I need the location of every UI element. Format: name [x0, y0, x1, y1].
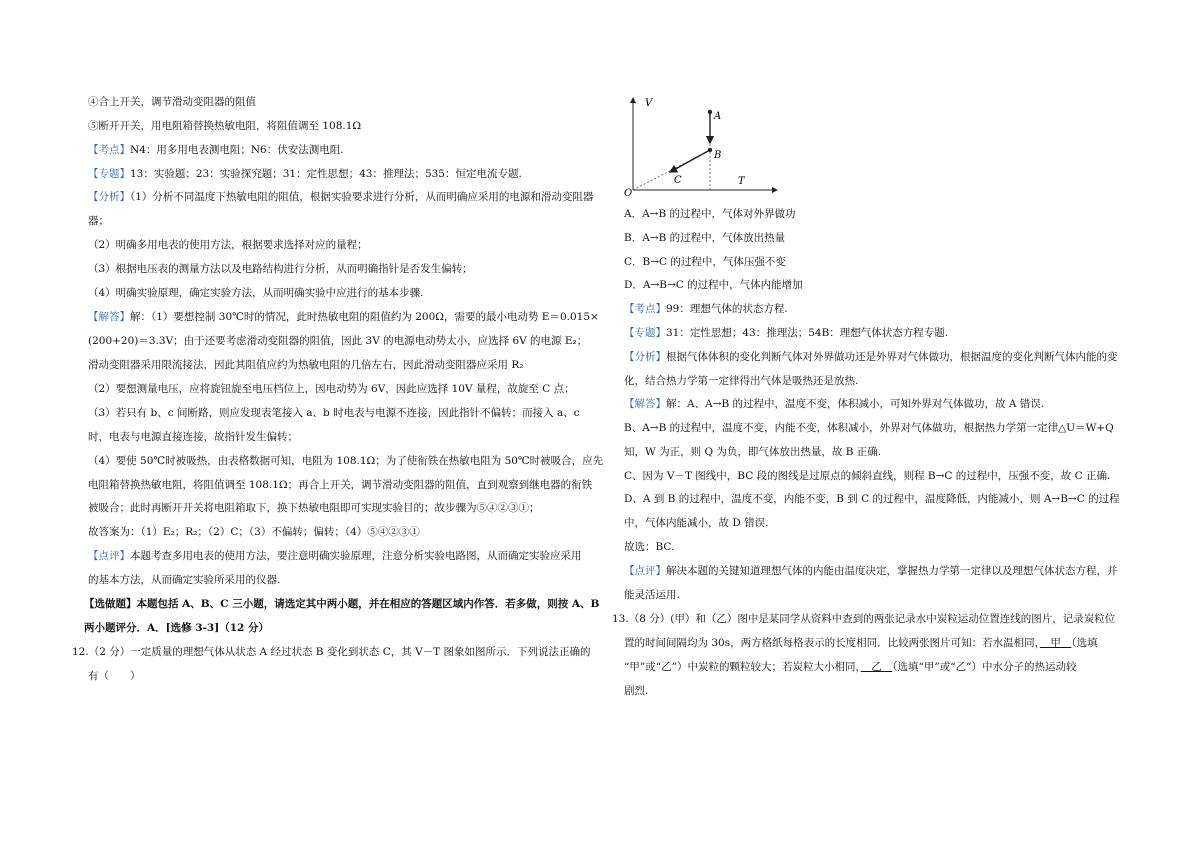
answer-blank-2: 乙 [860, 661, 893, 673]
fenxi-3: （3）根据电压表的测量方法以及电路结构进行分析，从而明确指针是否发生偏转； [88, 263, 473, 275]
q13-text-3b: （选填“甲”或“乙”）中水分子的热运动较 [892, 661, 1077, 673]
kaodian-tag: 【考点】 [88, 144, 130, 156]
answer-blank-1: 甲 [1039, 637, 1072, 649]
q13-text-2a: 置的时间间隔均为 30s，两方格纸每格表示的长度相同．比较两张图片可知：若水温相同， [624, 637, 1040, 649]
r-jieda-line-1 [624, 397, 1044, 411]
jieda-line-1 [88, 310, 599, 324]
kaodian-text: N4：用多用电表测电阻；N6：伏安法测电阻. [130, 144, 344, 156]
r-dianping-text-1: 解决本题的关键知道理想气体的内能由温度决定，掌握热力学第一定律以及理想气体状态方程，并 [666, 565, 1118, 577]
r-kaodian-tag: 【考点】 [624, 303, 666, 315]
r-jieda-2: B、A→B 的过程中，温度不变，内能不变，体积减小，外界对气体做功，根据热力学第一定律△U＝W+Q [624, 422, 1114, 434]
jieda-tag: 【解答】 [88, 311, 130, 323]
r-jieda-text-1: 解：A、A→B 的过程中，温度不变，体积减小，可知外界对气体做功，故 A 错误. [666, 398, 1045, 410]
dianping-line-2: 的基本方法，从而确定实验所采用的仪器. [88, 574, 281, 586]
point-a [708, 110, 712, 114]
dianping-text-1: 本题考查多用电表的使用方法，要注意明确实验原理，注意分析实验电路图，从而确定实验应采用 [130, 550, 582, 562]
jieda-8: 电阻箱替换热敏电阻，将阻值调至 108.1Ω；再合上开关，调节滑动变阻器的阻值，直到观察到继电器的衔铁 [88, 479, 593, 491]
segment-b-to-c [670, 150, 710, 172]
jieda-7: （4）要使 50℃时被吸热，由表格数据可知，电阻为 108.1Ω；为了使衔铁在热敏电阻为 50℃时被吸合，应先 [88, 455, 604, 467]
r-jieda-3: 知，W 为正，则 Q 为负，即气体放出热量，故 B 正确. [624, 446, 882, 458]
option-c: C．B→C 的过程中，气体压强不变 [624, 256, 786, 268]
xuanzuo-line-1: 【选做题】本题包括 A、B、C 三小题，请选定其中两小题，并在相应的答题区域内作答．若多做，则按 A、B [84, 598, 600, 610]
question-13-line-4: 剧烈. [624, 685, 649, 697]
r-dianping-tag: 【点评】 [624, 565, 666, 577]
zhuanti-text: 13：实验题；23：实验探究题；31：定性思想；43：推理法；535：恒定电流专题. [130, 168, 522, 180]
point-b-label: B [714, 150, 722, 161]
vt-graph [612, 92, 782, 200]
question-13-line-1: 13.（8 分）(甲）和（乙）图中是某同学从资料中查到的两张记录水中炭粒运动位置连线的图片，记录炭粒位 [612, 613, 1116, 625]
jieda-text-1: 解：（1）要想控制 30℃时的情况，此时热敏电阻的阻值约为 200Ω，需要的最小电动势 E＝0.015× [130, 311, 599, 323]
r-jieda-tag: 【解答】 [624, 398, 666, 410]
r-fenxi-tag: 【分析】 [624, 351, 666, 363]
r-kaodian-line [624, 302, 788, 316]
fenxi-4: （4）明确实验原理，确定实验方法，从而明确实验中应进行的基本步骤. [88, 287, 424, 299]
zhuanti-line [88, 167, 522, 181]
xuanzuo-line-2: 两小题评分．A．[选修 3-3]（12 分） [84, 622, 269, 634]
dianping-tag: 【点评】 [88, 550, 130, 562]
r-kaodian-text: 99：理想气体的状态方程. [666, 303, 788, 315]
jieda-9: 被吸合；此时再断开开关将电阻箱取下，换下热敏电阻即可实现实验目的；故步骤为⑤④②③①； [88, 502, 540, 514]
question-12-line-2: 有（ ） [88, 670, 141, 682]
fenxi-text-1: （1）分析不同温度下热敏电阻的阻值，根据实验要求进行分析，从而明确应采用的电源和滑动变阻器 [130, 191, 594, 203]
q13-text-3a: “甲”或“乙”）中炭粒的颗粒较大；若炭粒大小相同， [624, 661, 861, 673]
jieda-4: （2）要想测量电压，应将旋钮旋至电压档位上，因电动势为 6V，因此应选择 10V 量程，故旋至 C 点； [88, 383, 575, 395]
r-fenxi-line-2: 化，结合热力学第一定律得出气体是吸热还是放热. [624, 375, 859, 387]
option-a: A．A→B 的过程中，气体对外界做功 [624, 208, 796, 220]
r-zhuanti-line [624, 326, 948, 340]
r-zhuanti-text: 31：定性思想；43：推理法；54B：理想气体状态方程专题. [666, 327, 949, 339]
jieda-3: 滑动变阻器采用限流接法，因此其阻值应约为热敏电阻的几倍左右，因此滑动变阻器应采用 R₂ [88, 359, 524, 371]
v-axis-label: V [645, 98, 653, 109]
r-jieda-6: 中，气体内能减小，故 D 错误. [624, 517, 769, 529]
r-fenxi-line-1 [624, 350, 1118, 364]
kaodian-line [88, 143, 344, 157]
step-5: ⑤断开开关，用电阻箱替换热敏电阻，将阻值调至 108.1Ω [88, 120, 362, 132]
origin-label: O [624, 188, 633, 199]
r-dianping-line-1 [624, 564, 1118, 578]
point-a-label: A [714, 111, 722, 122]
jieda-6: 时，电表与电源直接连接，故指针发生偏转； [88, 431, 298, 443]
fenxi-line-2: 器； [88, 215, 109, 227]
jieda-2: (200+20)＝3.3V；由于还要考虑滑动变阻器的阻值，因此 3V 的电源电动势太小，应选择 6V 的电源 E₂； [88, 335, 588, 347]
r-fenxi-text-1: 根据气体体积的变化判断气体对外界做功还是外界对气体做功，根据温度的变化判断气体内能的变 [666, 351, 1118, 363]
fenxi-line-1 [88, 190, 593, 204]
option-b: B．A→B 的过程中，气体放出热量 [624, 232, 786, 244]
zhuanti-tag: 【专题】 [88, 168, 130, 180]
r-jieda-4: C、因为 V－T 图线中，BC 段的图线是过原点的倾斜直线，则程 B→C 的过程中，压强不变，故 C 正确. [624, 470, 1111, 482]
t-axis-label: T [738, 176, 745, 187]
r-answer-choice: 故选：BC. [624, 541, 675, 553]
jieda-5: （3）若只有 b、c 间断路，则应发现表笔接入 a、b 时电表与电源不连接，因此指针不偏转；而接入 a、c [88, 407, 580, 419]
option-d: D．A→B→C 的过程中，气体内能增加 [624, 279, 803, 291]
point-b [708, 148, 712, 152]
question-12-line-1: 12.（2 分）一定质量的理想气体从状态 A 经过状态 B 变化到状态 C，其 V－T 图象如图所示．下列说法正确的 [72, 646, 591, 658]
point-c-label: C [674, 175, 682, 186]
r-zhuanti-tag: 【专题】 [624, 327, 666, 339]
fenxi-tag: 【分析】 [88, 191, 130, 203]
r-jieda-5: D、A 到 B 的过程中，温度不变，内能不变，B 到 C 的过程中，温度降低，内能减小，则 A→B→C 的过程 [624, 493, 1120, 505]
dianping-line-1 [88, 549, 582, 563]
q13-text-2b: （选填 [1071, 637, 1098, 649]
r-dianping-line-2: 能灵活运用. [624, 589, 680, 601]
question-13-line-2 [624, 636, 1098, 650]
question-13-line-3 [624, 660, 1076, 674]
step-4: ④合上开关，调节滑动变阻器的阻值 [88, 96, 256, 108]
answer-summary: 故答案为：（1）E₂；R₂；（2）C；（3）不偏转；偏转；（4）⑤④②③① [88, 526, 420, 538]
fenxi-2: （2）明确多用电表的使用方法，根据要求选择对应的量程； [88, 239, 368, 251]
